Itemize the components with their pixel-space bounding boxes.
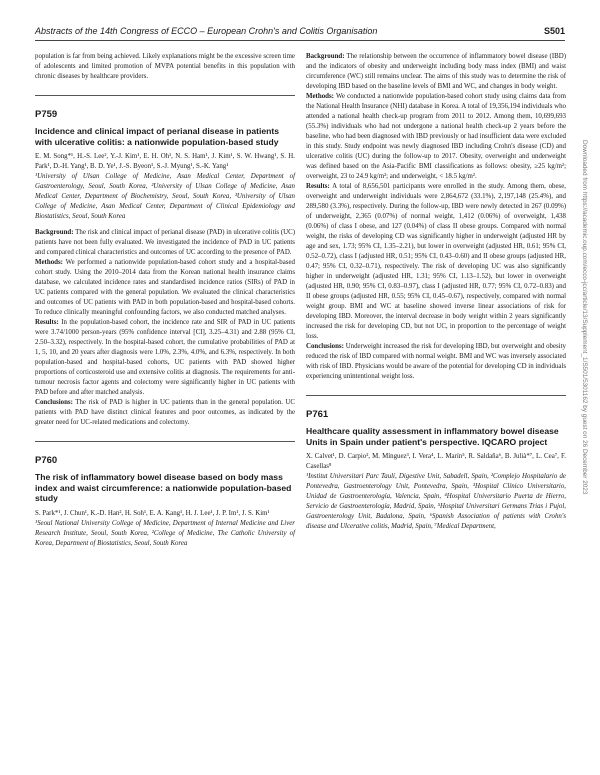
abstract-affiliations-p760: ¹Seoul National University College of Medicine, Department of Internal Medicine and Liver Research Institute, Seoul, South Korea, ²College of Medicine, The Catholic University of Korea, Department of Biostatistics, Seoul, South Korea <box>35 519 295 547</box>
abstract-methods-p759 <box>35 258 295 318</box>
background-label: Background: <box>306 53 345 60</box>
abstract-results-p760 <box>306 182 566 342</box>
section-divider <box>306 395 566 396</box>
conclusions-label: Conclusions: <box>306 343 344 350</box>
abstract-title-p761: Healthcare quality assessment in inflammatory bowel disease Units in Spain under patient's perspective. IQCARO project <box>306 426 559 447</box>
abstract-id-p760: P760 <box>35 455 58 466</box>
abstract-background-p759 <box>35 228 295 258</box>
background-label: Background: <box>35 229 74 236</box>
abstract-results-p759 <box>35 318 295 398</box>
abstract-methods-p760 <box>306 92 566 182</box>
conclusions-label: Conclusions: <box>35 399 73 406</box>
abstract-title-p760: The risk of inflammatory bowel disease based on body mass index and waist circumference: a nationwide population-based study <box>35 472 292 503</box>
background-text: The relationship between the occurrence of inflammatory bowel disease (IBD) and the indicators of obesity and underweight including body mass index (BMI) and waist circumference (WC) still remains unclear. The aims of this study was to determine the risk of developing IBD based on the baseline levels of BMI and WC, and changes in body weight. <box>306 53 566 90</box>
results-text: A total of 8,656,501 participants were enrolled in the study. Among them, obese, overweight and underweight individuals were 2,864,672 (33.1%), 2,197,148 (25.4%), and 289,580 (3.3%), respectively. During the follow-up, IBD were newly detected in 267 (0.09%) of underweight, 2,365 (0.07%) of normal weight, 1,412 (0.06%) of overweight, 1,438 (0.06%) of class I obese, and 127 (0.04%) of class II obese groups. Compared with normal weight, the risks of developing CD was significantly higher in underweight (adjusted HR by age and sex, 1.73; 95% CI, 1.35–2.21), but lower in overweight (adjusted HR, 0.61; 95% CI, 0.52–0.72), class I (adjusted HR, 0.51; 95% CI, 0.43–0.60) and II obese groups (adjusted HR, 0.47; 95% CI, 0.32–0.71), respectively. The risk of developing UC was also significantly higher in underweight (adjusted HR, 1.31; 95% CI, 1.13–1.52), but lower in overweight (adjusted HR, 0.90; 95% CI, 0.83–0.97), class I (adjusted HR, 0.77; 95% CI, 0.72–0.83) and II obese groups (adjusted HR, 0.55; 95% CI, 0.45–0.67), respectively, compared with normal weight group. BMI and WC at baseline showed inverse linear associations of risk for developing IBD. Moreover, the interval decrease in body weight within 2 years significantly increased the risk for developing CD, but not UC, in proportion to the percentage of weight loss. <box>306 183 566 340</box>
section-divider <box>35 441 295 442</box>
abstract-conclusions-p760 <box>306 342 566 382</box>
right-column <box>306 52 566 538</box>
methods-text: We performed a nationwide population-based cohort study and a hospital-based cohort study. Using the 2010–2014 data from the Korean national health insurance claims database, we calculated incidence rates and standardised incidence ratios (SIRs) of PAD in UC patients compared with the general population. We evaluated the clinical characteristics and outcomes of UC patients with PAD in both population-based and hospital-based cohorts. To reduce clinically meaningful confounding factors, we also conducted matched analyses. <box>35 259 295 316</box>
methods-label: Methods: <box>35 259 63 266</box>
abstract-affiliations-p761: ¹Institut Universitari Parc Taulí, Digestive Unit, Sabadell, Spain, ²Complejo Hospitalario de Pontevedra, Gastroenterology Unit, Pontevedra, Spain, ³Hospital Clínico Universitario, Unidad de Gastroenterología, Valencia, Spain, ⁴Hospital Universitario Puerta de Hierro, Servicio de Gastroenterología, Madrid, Spain, ⁵Hospital Universitari Germans Trias i Pujol, Gastroenterology Unit, Badalona, Spain, ⁶Spanish Association of patients with Crohn's disease and Ulcerative colitis, Madrid, Spain, ⁷Medical Department, <box>306 473 566 530</box>
results-label: Results: <box>306 183 330 190</box>
download-watermark <box>579 140 591 680</box>
page-number: S501 <box>543 26 565 36</box>
abstract-id-p761: P761 <box>306 409 329 420</box>
background-text: The risk and clinical impact of perianal disease (PAD) in ulcerative colitis (UC) patients have not been fully evaluated. We investigated the incidence of PAD in UC patients and compared clinical characteristics and outcomes of UC according to the presence of PAD. <box>35 229 295 256</box>
abstract-background-p760 <box>306 52 566 92</box>
page-header <box>35 23 565 39</box>
results-label: Results: <box>35 319 59 326</box>
abstract-authors-p759: E. M. Song*¹, H.-S. Lee², Y.-J. Kim¹, E. H. Oh¹, N. S. Ham¹, J. Kim¹, S. W. Hwang¹, S. H. Park¹, D.-H. Yang¹, B. D. Ye¹, J.-S. Byeon¹, S.-J. Myung¹, S.-K. Yang¹ <box>35 153 295 170</box>
download-note: Downloaded from https://academic.oup.com/ecco-jcc/article/13/Supplement_1/S501/5301162 by guest on 26 December 2023 <box>581 140 588 495</box>
methods-label: Methods: <box>306 93 334 100</box>
results-text: In the population-based cohort, the incidence rate and SIR of PAD in UC patients were 3.74/1000 person-years (95% confidence interval [CI], 3.25–4.31) and 2.88 (95% CI, 2.50–3.32), respectively. In the hospital-based cohort, the cumulative probabilities of PAD at 1, 5, 10, and 20 years after diagnosis were 1.0%, 2.3%, 4.0%, and 6.3%, respectively. In both population-based and hospital-based cohorts, UC patients with PAD showed higher proportions of corticosteroid use and extensive colitis at diagnosis. The requirements for anti-tumour necrosis factor agents and colectomy were significantly higher in UC patients with PAD before and after matched analysis. <box>35 319 295 396</box>
previous-abstract-end: population is far from being achieved. Likely explanations might be the excessive screen time of adolescents and limited promotion of MVPA potential benefits in this population with chronic diseases by healthcare providers. <box>35 53 295 80</box>
methods-text: We conducted a nationwide population-based cohort study using claims data from the National Health Insurance (NHI) database in Korea. A total of 19,356,194 individuals who attended a national health check-up program from 2011 to 2012. Among them, 10,699,693 (55.3%) individuals who had not undergone a national health check-up 2 years before the baseline, who had been diagnosed with IBD previously or had insufficient data were excluded in this study. Study endpoint was newly diagnosed IBD including Crohn's disease (CD) and ulcerative colitis (UC) during the follow-up to 2017. Obesity, overweight and underweight was defined based on the Asia-Pacific BMI classifications as follows: obesity, ≥25 kg/m²; overweight, 23 to 24.9 kg/m²; and underweight, < 18.5 kg/m². <box>306 93 566 180</box>
abstract-id-p759: P759 <box>35 109 58 120</box>
abstract-authors-p761: X. Calvet¹, D. Carpio², M. Mínguez³, I. Vera⁴, L. Marín⁵, R. Saldaña⁶, B. Julià*⁷, L. Cea⁷, F. Casellas⁸ <box>306 453 566 470</box>
conclusions-text: Underweight increased the risk for developing IBD, but overweight and obesity reduced the risk of IBD compared with normal weight. BMI and WC was inversely associated with risk of IBD. Physicians would be aware of the potential for developing CD in individuals experiencing unintentional weight loss. <box>306 343 566 380</box>
journal-title: Abstracts of the 14th Congress of ECCO – European Crohn's and Colitis Organisation <box>35 26 378 36</box>
section-divider <box>35 95 295 96</box>
abstract-authors-p760: S. Park*¹, J. Chun¹, K.-D. Han², H. Soh¹, E. A. Kang¹, H. J. Lee¹, J. P. Im¹, J. S. Kim¹ <box>35 509 270 517</box>
abstract-affiliations-p759: ¹University of Ulsan College of Medicine, Asan Medical Center, Department of Gastroenterology, Seoul, South Korea, ²University of Ulsan College of Medicine, Asan Medical Center, Department of Biochemistry, Seoul, South Korea, ³University of Ulsan College of Medicine, Asan Medical Center, Department of Clinical Epidemiology and Biostatistics, Seoul, South Korea <box>35 173 295 220</box>
abstract-conclusions-p759 <box>35 398 295 428</box>
abstract-title-p759: Incidence and clinical impact of perianal disease in patients with ulcerative colitis: a nationwide population-based study <box>35 126 280 147</box>
conclusions-text: The risk of PAD is higher in UC patients than in the general population. UC patients with PAD have distinct clinical features and poor outcomes, as indicated by the greater need for UC-related medications and colectomy. <box>35 399 295 426</box>
header-divider <box>35 40 565 41</box>
left-column <box>35 52 295 555</box>
